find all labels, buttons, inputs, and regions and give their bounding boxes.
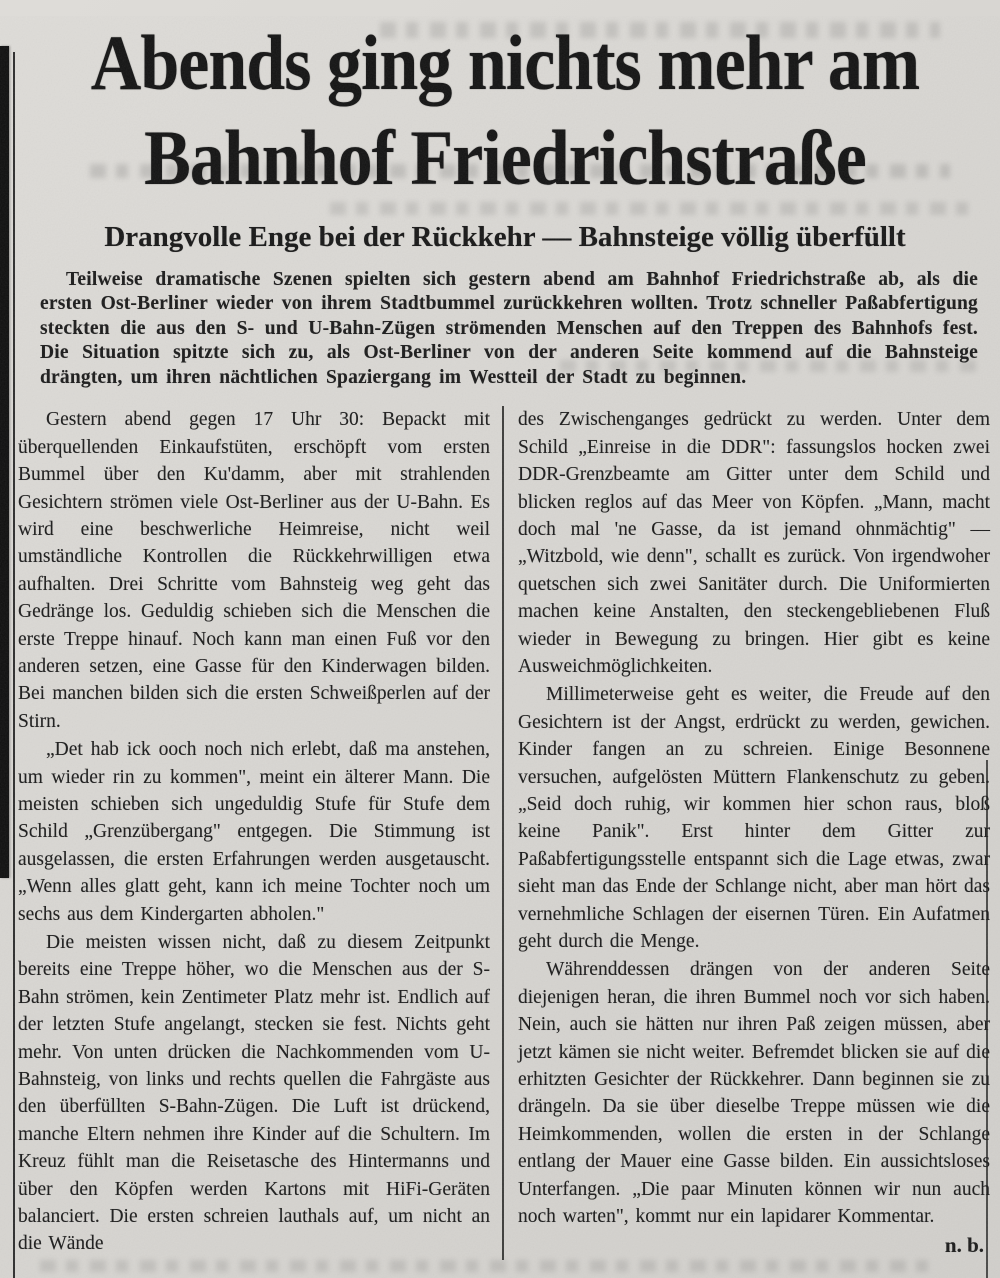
column-left [18,406,502,1260]
article-paragraph: „Det hab ick ooch noch nich erlebt, daß ma anstehen, um wieder rin zu kommen", meint ein älterer Mann. Die meisten schieben sich ungeduldig Stufe für Stufe dem Schild „Grenzübergang" entgegen. Die Stimmung ist ausgelassen, die ersten Erfahrungen werden ausgetauscht. „Wenn alles glatt geht, kann ich meine Tochter noch um sechs aus dem Kindergarten abholen." [18,739,490,925]
newspaper-page [0,16,1000,1278]
article-paragraph: Währenddessen drängen von der anderen Seite diejenigen heran, die ihren Bummel noch vor sich haben. Nein, auch sie hätten nur ihren Paß zeigen müssen, aber jetzt kämen sie nicht weiter. Befremdet blicken sie auf die erhitzten Gesichter der Rückkehrer. Dann beginnen sie zu drängeln. Da sie über dieselbe Treppe müssen wie die Heimkommenden, wollen die ersten in der Schlange entlang der Mauer eine Gasse bilden. Ein aussichtsloses Unterfangen. „Die paar Minuten können wir nun auch noch warten", kommt nur ein lapidarer Kommentar. [518,959,990,1228]
article-columns [18,406,990,1260]
article-paragraph: Gestern abend gegen 17 Uhr 30: Bepackt mit überquellenden Einkaufstüten, erschöpft vom ersten Bummel über den Ku'damm, aber mit strahlenden Gesichtern strömen viele Ost-Berliner aus der U-Bahn. Es wird eine beschwerliche Heimreise, nicht weil umständliche Kontrollen die Rückkehrwilligen etwa aufhalten. Drei Schritte vom Bahnsteig weg geht das Gedränge los. Geduldig schieben sich die Menschen die erste Treppe hinauf. Noch kann man einen Fuß vor den anderen setzen, eine Gasse für den Kinderwagen bilden. Bei manchen bilden sich die ersten Schweißperlen auf der Stirn. [18,409,490,732]
headline-line-1: Abends ging nichts mehr am [90,20,920,107]
article-headline [50,16,960,207]
column-right [502,406,990,1260]
author-initials: n. b. [944,1233,984,1258]
article-paragraph: Millimeterweise geht es weiter, die Freude auf den Gesichtern ist der Angst, erdrückt zu werden, gewichen. Kinder fangen an zu schreien. Einige Besonnene versuchen, aufgelösten Müttern Flankenschutz zu geben. „Seid doch ruhig, wir kommen hier schon raus, bloß keine Panik". Erst hinter dem Gitter zur Paßabfertigungsstelle entspannt sich die Lage etwas, zwar sieht man das Ende der Schlange nicht, aber man hört das vernehmliche Schlagen der eisernen Türen. Ein Aufatmen geht durch die Menge. [518,684,990,952]
article-paragraph: Die meisten wissen nicht, daß zu diesem Zeitpunkt bereits eine Treppe höher, wo die Menschen aus der S-Bahn strömen, kein Zentimeter Platz mehr ist. Endlich auf der letzten Stufe angelangt, stecken sie fest. Nichts geht mehr. Von unten drücken die Nachkommenden vom U-Bahnsteig, von links und rechts quellen die Fahrgäste aus den überfüllten S-Bahn-Zügen. Die Luft ist drückend, manche Eltern nehmen ihre Kinder auf die Schultern. Im Kreuz fühlt man die Reisetasche des Hintermanns und über den Köpfen werden Kartons mit HiFi-Geräten balanciert. Die ersten schreien lauthals auf, um nicht an die Wände [18,932,490,1255]
article-lead-paragraph: Teilweise dramatische Szenen spielten sich gestern abend am Bahnhof Friedrichstraße ab, als die ersten Ost-Berliner wieder von ihrem Stadtbummel zurückkehren wollten. Trotz schneller Paßabfertigung steckten die aus den S- und U-Bahn-Zügen strömenden Menschen auf den Treppen des Bahnhofs fest. Die Situation spitzte sich zu, als Ost-Berliner von der anderen Seite kommend auf die Bahnsteige drängten, um ihren nächtlichen Spaziergang im Westteil der Stadt zu beginnen. [40,268,978,388]
article-paragraph: des Zwischenganges gedrückt zu werden. Unter dem Schild „Einreise in die DDR": fassungslos hocken zwei DDR-Grenzbeamte am Gitter unter dem Schild und blicken reglos auf das Meer von Köpfen. „Mann, macht doch mal 'ne Gasse, da ist jemand ohnmächtig" — „Witzbold, wie denn", schallt es zurück. Von irgendwoher quetschen sich zwei Sanitäter durch. Die Uniformierten machen keine Anstalten, den steckengebliebenen Fluß wieder in Bewegung zu bringen. Hier gibt es keine Ausweichmöglichkeiten. [518,409,990,677]
article-subheadline: Drangvolle Enge bei der Rückkehr — Bahnsteige völlig überfüllt [104,220,906,253]
headline-line-2: Bahnhof Friedrichstraße [144,116,866,203]
